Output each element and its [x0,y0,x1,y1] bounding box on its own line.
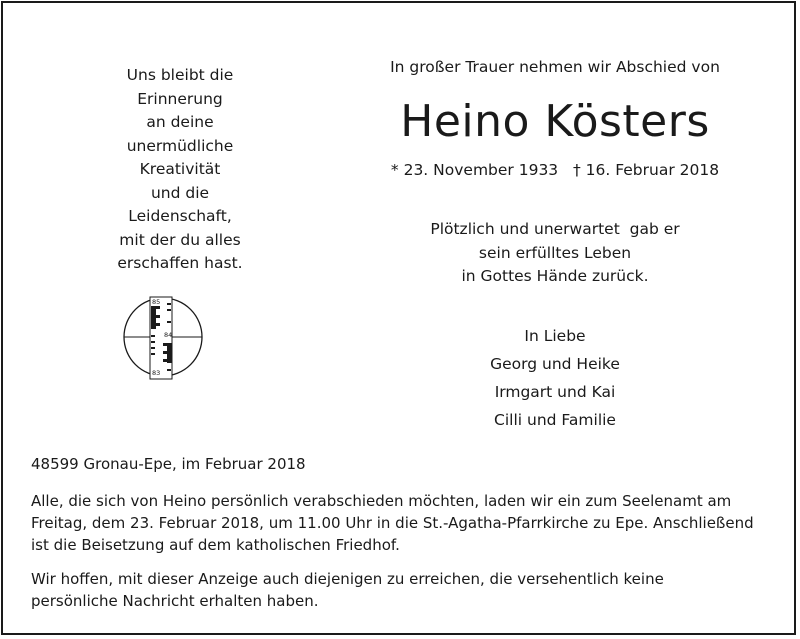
message-line: Plötzlich und unerwartet gab er [430,220,680,238]
poem-line: erschaffen hast. [117,254,243,272]
poem-line: Kreativität [139,160,221,178]
staff-label-bottom: 83 [152,369,161,377]
mourner-line: Georg und Heike [490,355,620,373]
message-line: in Gottes Hände zurück. [461,267,649,285]
paragraph-line: ist die Beisetzung auf dem katholischen Friedhof. [31,536,400,554]
paragraph-line: persönliche Nachricht erhalten haben. [31,592,319,610]
poem-line: Leidenschaft, [128,207,232,225]
paragraph-line: Freitag, dem 23. Februar 2018, um 11.00 Uhr in die St.-Agatha-Pfarrkirche zu Epe. Anschließend [31,514,754,532]
place-date: 48599 Gronau-Epe, im Februar 2018 [31,455,306,473]
poem-line: Uns bleibt die [126,66,234,84]
poem-line: und die [150,183,210,202]
staff-label-middle: 84 [164,331,173,339]
funeral-info-paragraph [31,490,781,556]
poem-line: an deine [146,113,214,131]
poem-line: Erinnerung [137,89,223,108]
life-dates: * 23. November 1933 † 16. Februar 2018 [390,161,720,179]
intro-line: In großer Trauer nehmen wir Abschied von [390,58,720,76]
mourners-block [410,322,700,434]
message-line: sein erfülltes Leben [478,243,632,262]
mourner-line: Cilli und Familie [494,411,616,429]
closing-paragraph [31,568,781,612]
memorial-poem [85,64,275,276]
staff-label-top: 85 [152,298,161,306]
message-block [350,218,760,289]
poem-line: unermüdliche [126,136,234,155]
deceased-name: Heino Kösters [400,96,710,147]
paragraph-line: Wir hoffen, mit dieser Anzeige auch diejenigen zu erreichen, die versehentlich keine [31,570,664,588]
mourner-line: In Liebe [524,327,586,345]
poem-line: mit der du alles [119,230,241,249]
surveying-staff-icon [122,293,210,383]
paragraph-line: Alle, die sich von Heino persönlich verabschieden möchten, laden wir ein zum Seelenamt am [31,492,732,510]
mourner-line: Irmgart und Kai [494,383,616,401]
